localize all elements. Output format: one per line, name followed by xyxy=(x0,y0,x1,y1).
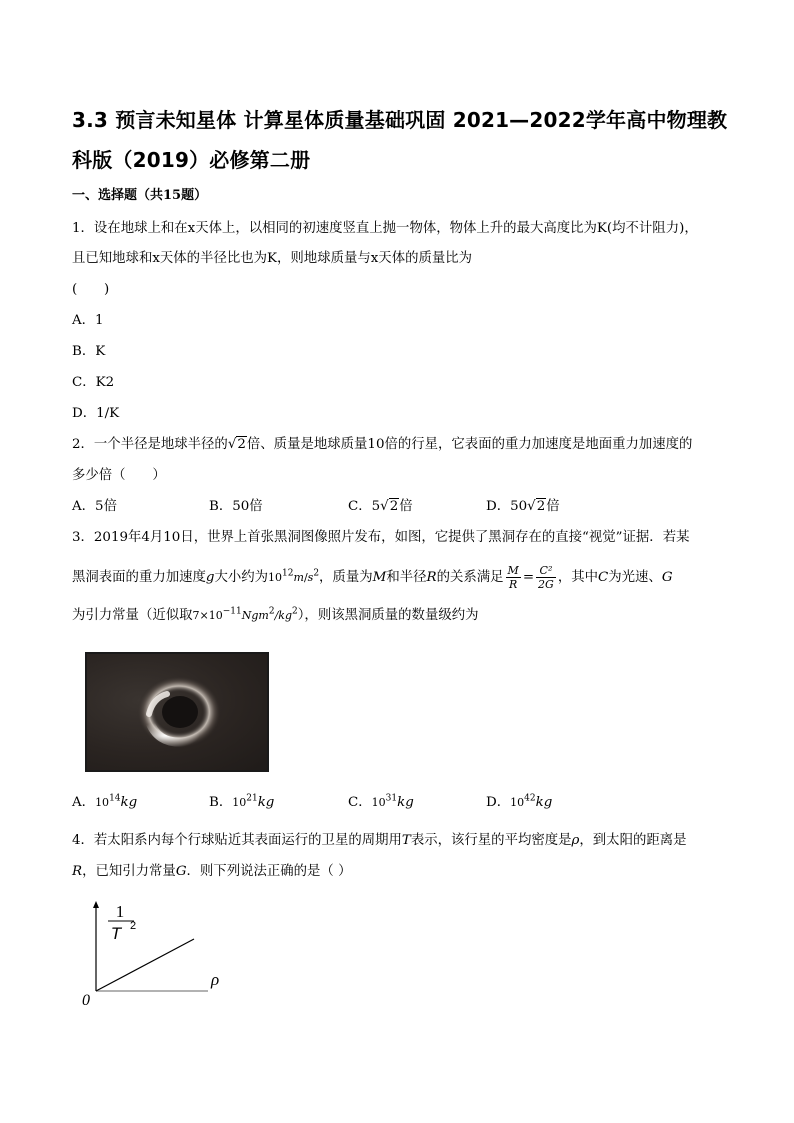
sqrt-symbol xyxy=(380,497,399,517)
sqrt-radicand: 2 xyxy=(389,499,399,514)
sqrt-sign: √ xyxy=(227,437,237,452)
variable-g: g xyxy=(205,570,215,585)
sqrt-sign: √ xyxy=(380,499,389,514)
q1-option-b: B．K xyxy=(72,344,106,359)
option-exponent: 31 xyxy=(385,793,398,804)
option-base: 10 xyxy=(95,796,110,809)
q2-option-a: A．5倍 xyxy=(72,499,117,514)
q3-option-b xyxy=(209,793,274,813)
q4-text: ，已知引力常量 xyxy=(82,864,176,879)
unit-slash: / xyxy=(303,571,308,584)
y-axis-arrow-icon xyxy=(93,901,99,908)
fraction-m-over-r xyxy=(506,564,521,591)
unit-m: m xyxy=(293,571,304,584)
sqrt-radicand: 2 xyxy=(237,437,246,452)
unit-s: s xyxy=(307,571,314,584)
q3-option-c xyxy=(348,793,414,813)
constant-unit: Ngm xyxy=(241,609,269,622)
q3-text: 大小约为 xyxy=(214,570,269,585)
option-label: D． xyxy=(486,795,511,810)
document-title: 3.3 预言未知星体 计算星体质量基础巩固 2021—2022学年高中物理教科版（2019）必修第二册 xyxy=(72,108,728,172)
q1-option-c: C．K2 xyxy=(72,375,115,390)
option-label: B． xyxy=(209,795,233,810)
q4-text: ，到太阳的距离是 xyxy=(579,833,687,848)
q2-option-b: B．50倍 xyxy=(209,499,263,514)
option-base: 10 xyxy=(510,796,525,809)
black-hole-photo xyxy=(85,652,269,772)
unit-exponent: 2 xyxy=(313,568,320,579)
fraction-numerator: M xyxy=(507,564,519,577)
q1-line1: 1．设在地球上和在x天体上，以相同的初速度竖直上抛一物体，物体上升的最大高度比为K(均不计阻力)， xyxy=(72,221,698,236)
variable-G: G xyxy=(661,570,673,585)
y-label-numerator: 1 xyxy=(115,902,125,921)
sqrt-radicand: 2 xyxy=(536,499,546,514)
q3-text: ，其中 xyxy=(557,570,599,585)
q4-text: 表示，该行星的平均密度是 xyxy=(410,833,572,848)
q3-line3 xyxy=(72,606,479,626)
q2-line2: 多少倍（ ） xyxy=(72,468,166,483)
sqrt-symbol xyxy=(527,497,546,517)
q4-text: ．则下列说法正确的是（ ） xyxy=(186,864,352,879)
black-hole-ring-icon xyxy=(87,654,267,770)
g-value-base: 10 xyxy=(268,571,283,584)
variable-R: R xyxy=(426,570,437,585)
constant-exponent: −11 xyxy=(222,606,242,617)
y-label-denominator: T xyxy=(110,924,122,943)
q3-text: ，质量为 xyxy=(319,570,373,585)
option-unit: kg xyxy=(535,795,553,810)
q2-option-c-pre: C．5 xyxy=(348,499,381,514)
x-label-rho: ρ xyxy=(211,970,220,989)
q2-option-c-post: 倍 xyxy=(399,499,413,514)
q3-text: 黑洞表面的重力加速度 xyxy=(72,570,206,585)
q1-option-d: D．1/K xyxy=(72,406,120,421)
variable-C: C xyxy=(598,570,609,585)
q2-option-d-post: 倍 xyxy=(546,499,560,514)
option-label: A． xyxy=(72,795,96,810)
section-heading: 一、选择题（共15题） xyxy=(72,188,208,203)
q1-line2: 且已知地球和x天体的半径比也为K，则地球质量与x天体的质量比为 xyxy=(72,251,473,266)
option-base: 10 xyxy=(232,796,247,809)
q3-text: 为光速、 xyxy=(608,570,662,585)
q4-line2 xyxy=(72,862,351,882)
option-base: 10 xyxy=(371,796,386,809)
option-exponent: 42 xyxy=(524,793,536,804)
q2-option-d xyxy=(486,497,560,517)
option-unit: kg xyxy=(397,795,414,810)
q3-option-d xyxy=(486,793,552,813)
q2-text-a: 2．一个半径是地球半径的 xyxy=(72,437,228,452)
q1-option-a: A．1 xyxy=(72,313,104,328)
q4-graph xyxy=(78,895,238,1030)
constant-unit-kg: /kg xyxy=(274,609,292,622)
constant-unit-kg-exponent: 2 xyxy=(292,606,298,617)
q3-line1: 3．2019年4月10日，世界上首张黑洞图像照片发布，如图，它提供了黑洞存在的直接“视觉”证据．若某 xyxy=(72,530,690,545)
y-label-exponent: 2 xyxy=(130,920,137,932)
q3-text: 为引力常量（近似取 xyxy=(72,608,193,623)
q3-option-a xyxy=(72,793,137,813)
sqrt-sign: √ xyxy=(527,499,536,514)
q2-option-c xyxy=(348,497,413,517)
q3-text: 的关系满足 xyxy=(436,570,504,585)
g-value-exponent: 12 xyxy=(282,568,294,579)
variable-G: G xyxy=(175,864,187,879)
variable-T: T xyxy=(401,833,411,848)
q3-text: 和半径 xyxy=(386,570,427,585)
constant-unit-exponent: 2 xyxy=(268,606,275,617)
fraction-denominator: R xyxy=(509,578,518,591)
q3-line2 xyxy=(72,564,673,591)
variable-R: R xyxy=(72,864,83,879)
option-exponent: 21 xyxy=(246,793,258,804)
origin-label: 0 xyxy=(82,992,90,1009)
q2-text-b: 倍、质量是地球质量10倍的行星，它表面的重力加速度是地面重力加速度的 xyxy=(246,437,693,452)
q4-text: 4．若太阳系内每个行球贴近其表面运行的卫星的周期用 xyxy=(72,833,402,848)
fraction-c2-over-2g xyxy=(536,564,556,591)
q1-paren: ( ) xyxy=(72,282,110,297)
fraction-denominator: 2G xyxy=(538,578,554,591)
q2-line1 xyxy=(72,435,692,455)
variable-M: M xyxy=(372,570,387,585)
q2-option-d-pre: D．50 xyxy=(486,499,528,514)
variable-rho: ρ xyxy=(571,833,580,848)
fraction-numerator: C² xyxy=(536,564,556,578)
option-unit: kg xyxy=(257,795,275,810)
equals-sign: = xyxy=(522,570,535,585)
constant-value: 7×10 xyxy=(192,609,223,622)
option-exponent: 14 xyxy=(109,793,121,804)
q3-text: ），则该黑洞质量的数量级约为 xyxy=(297,608,479,623)
sqrt-symbol xyxy=(228,435,247,455)
graph-line xyxy=(96,939,194,991)
q4-line1 xyxy=(72,831,687,851)
option-unit: kg xyxy=(120,795,138,810)
option-label: C． xyxy=(348,795,372,810)
